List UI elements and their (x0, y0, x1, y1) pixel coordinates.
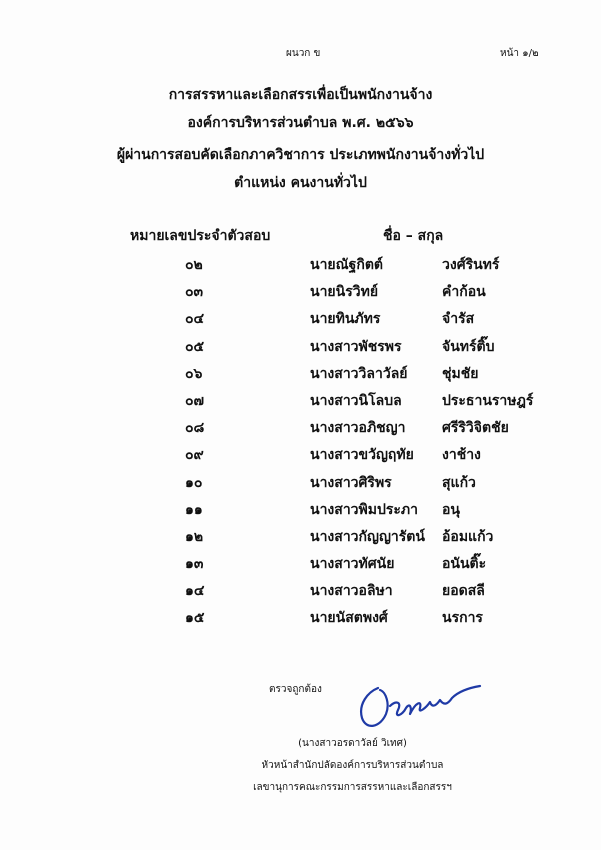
candidate-surname: ประธานราษฎร์ (442, 392, 534, 409)
candidate-name: นางสาวนิโลบล (310, 392, 402, 409)
candidate-surname: ศรีริวิจิตชัย (442, 420, 509, 437)
candidate-name: นางสาวทัศนัย (310, 556, 395, 573)
list-item (0, 336, 601, 363)
candidate-surname: จันทร์ติ๊บ (442, 338, 495, 355)
candidate-surname: ชุ่มชัย (442, 365, 479, 382)
signature-image (340, 678, 490, 734)
exam-number: ๑๑ (185, 501, 203, 518)
candidate-surname: นรการ (442, 610, 483, 627)
exam-number: ๐๓ (185, 284, 204, 301)
list-item (0, 499, 601, 526)
signer-role: เลขานุการคณะกรรมการสรรหาและเลือกสรรฯ (253, 782, 452, 793)
candidate-name: นายณัฐกิตต์ (310, 257, 384, 273)
candidate-surname: คำก้อน (442, 284, 486, 301)
exam-number: ๐๒ (185, 257, 203, 273)
list-item (0, 417, 601, 444)
list-item (0, 607, 601, 634)
candidate-name: นายนิรวิทย์ (310, 284, 379, 301)
exam-number: ๑๐ (185, 474, 203, 491)
exam-number: ๑๒ (185, 528, 204, 545)
candidate-name: นางสาวอภิชญา (310, 420, 406, 437)
title-line-2: องค์การบริหารส่วนตำบล พ.ศ. ๒๕๖๖ (187, 115, 414, 131)
list-item (0, 363, 601, 390)
candidate-surname: สุแก้ว (442, 474, 476, 491)
exam-number: ๑๕ (185, 610, 205, 627)
candidate-name: นางสาววิลาวัลย์ (310, 365, 408, 382)
signer-name: (นางสาวอรดาวัลย์ วิเทศ) (298, 738, 407, 749)
list-item (0, 390, 601, 417)
title-line-3: ผู้ผ่านการสอบคัดเลือกภาควิชาการ ประเภทพนักงานจ้างทั่วไป (116, 147, 485, 163)
column-header-name: ชื่อ – สกุล (383, 228, 444, 244)
verified-label: ตรวจถูกต้อง (269, 684, 322, 695)
candidate-name: นางสาวอลิษา (310, 583, 393, 600)
list-item (0, 580, 601, 607)
candidate-name: นางสาวพิมประภา (310, 501, 419, 518)
candidate-surname: งาช้าง (442, 447, 481, 464)
list-item (0, 281, 601, 308)
list-item (0, 472, 601, 499)
list-item (0, 526, 601, 553)
exam-number: ๑๓ (185, 556, 204, 573)
exam-number: ๑๔ (185, 583, 205, 600)
candidate-name: นายนัสตพงศ์ (310, 610, 388, 627)
exam-number: ๐๙ (185, 447, 204, 464)
candidate-surname: จำรัส (442, 311, 475, 328)
column-header-number: หมายเลขประจำตัวสอบ (130, 228, 271, 244)
exam-number: ๐๕ (185, 338, 205, 355)
annex-label: ผนวก ข (286, 48, 321, 59)
exam-number: ๐๖ (185, 365, 203, 382)
exam-number: ๐๔ (185, 311, 205, 328)
candidate-list (0, 254, 601, 635)
title-line-1: การสรรหาและเลือกสรรเพื่อเป็นพนักงานจ้าง (168, 87, 433, 103)
exam-number: ๐๗ (185, 392, 205, 409)
page-number: หน้า ๑/๒ (500, 48, 539, 59)
candidate-name: นางสาวพัชรพร (310, 338, 402, 355)
candidate-name: นางสาวกัญญารัตน์ (310, 528, 425, 545)
candidate-surname: ยอดสลี (442, 583, 485, 600)
list-item (0, 308, 601, 335)
candidate-name: นายทินภัทร (310, 311, 381, 328)
candidate-surname: อนันติ๊ะ (442, 556, 487, 573)
list-item (0, 444, 601, 471)
candidate-surname: อ้อมแก้ว (442, 528, 494, 545)
candidate-surname: วงศ์รินทร์ (442, 257, 500, 273)
title-line-4: ตำแหน่ง คนงานทั่วไป (234, 175, 367, 191)
list-item (0, 553, 601, 580)
signer-position: หัวหน้าสำนักปลัดองค์การบริหารส่วนตำบล (261, 760, 444, 771)
list-item (0, 254, 601, 281)
candidate-name: นางสาวศิริพร (310, 474, 392, 491)
candidate-name: นางสาวขวัญฤทัย (310, 447, 414, 464)
candidate-surname: อนุ (442, 501, 460, 518)
exam-number: ๐๘ (185, 420, 205, 437)
